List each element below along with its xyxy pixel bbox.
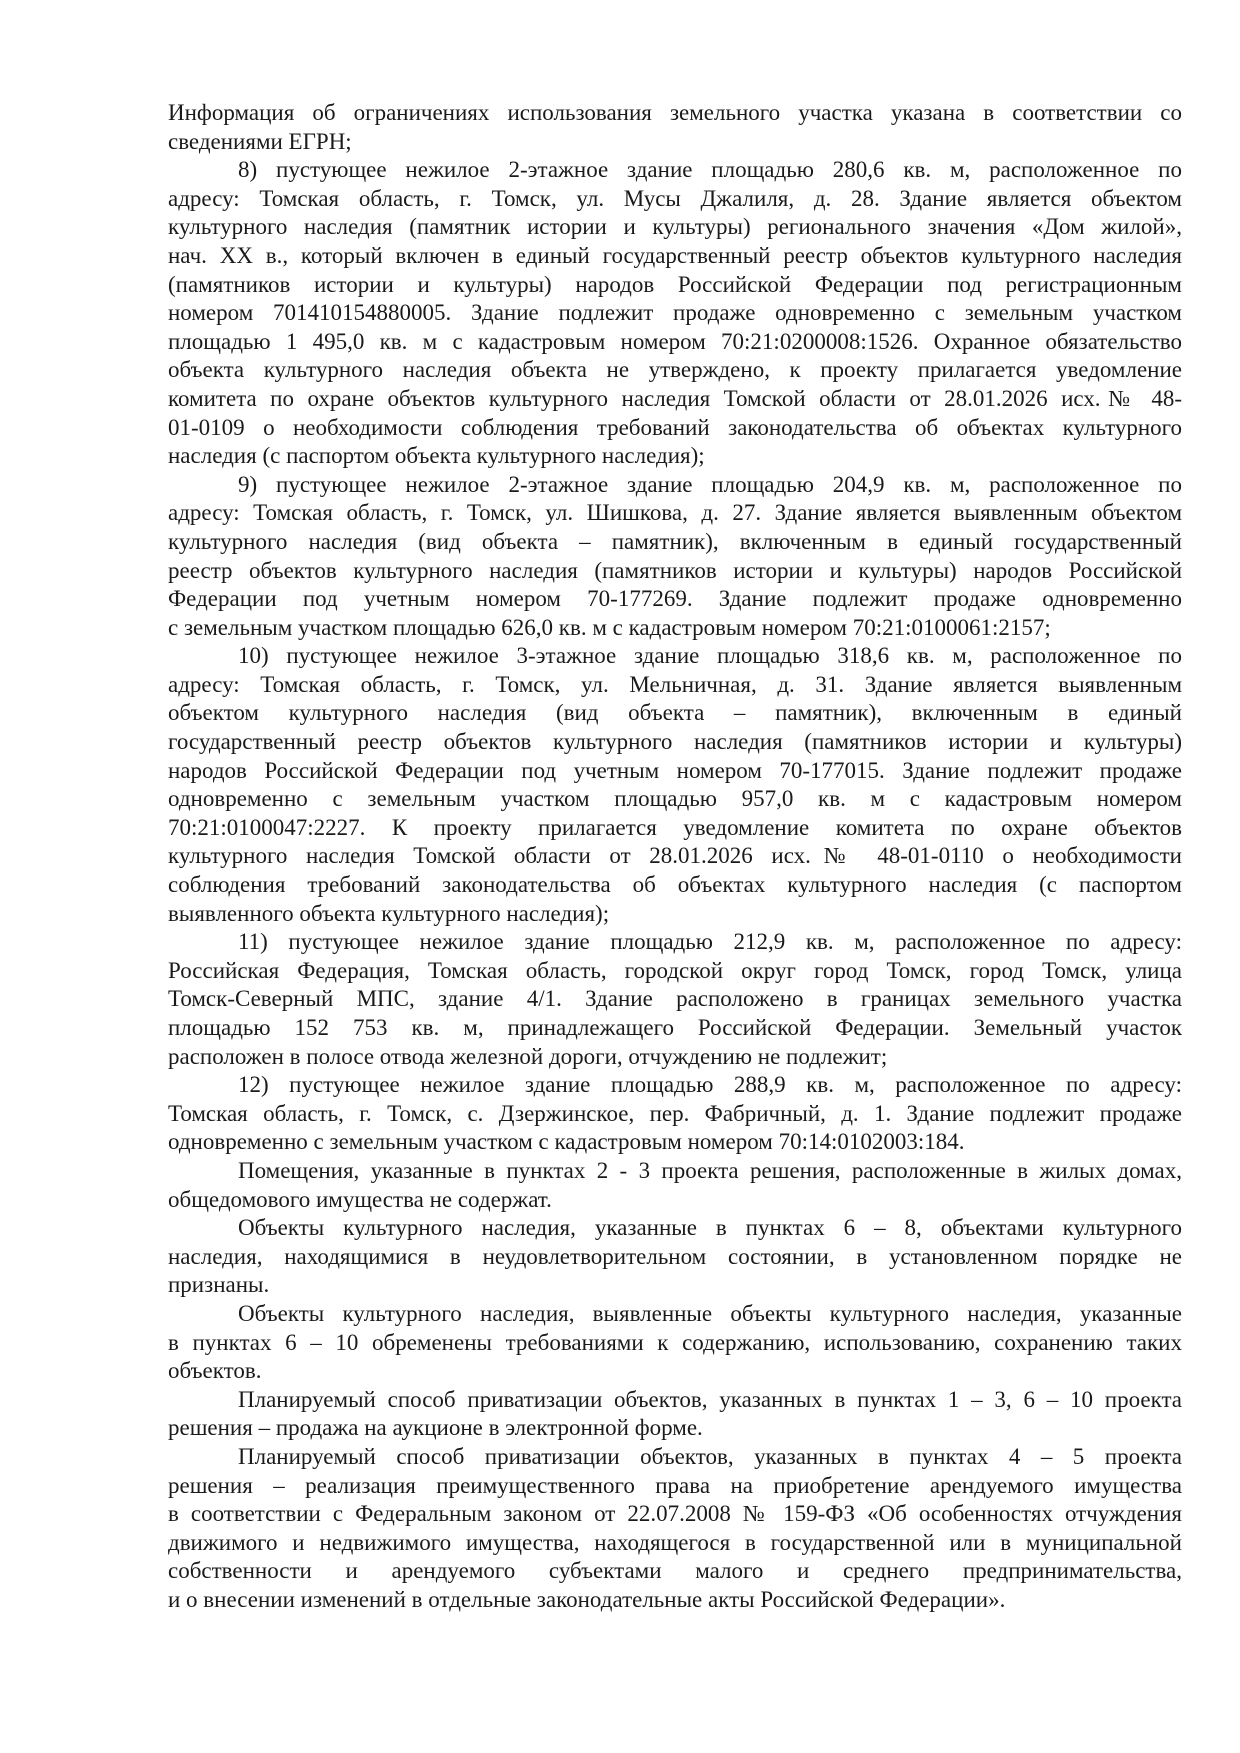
text-line: одновременно с земельным участком площадью 957,0 кв. м с кадастровым номером [168, 786, 1182, 812]
text-line: Томск-Северный МПС, здание 4/1. Здание расположено в границах земельного участка [168, 986, 1182, 1012]
text-line: сведениями ЕГРН; [168, 128, 352, 154]
text-line: Планируемый способ приватизации объектов, указанных в пунктах 4 – 5 проекта [238, 1443, 1182, 1469]
text-line: Информация об ограничениях использования земельного участка указана в соответствии со [168, 100, 1182, 125]
paragraph [168, 1071, 1182, 1157]
text-line: одновременно с земельным участком с кадастровым номером 70:14:0102003:184. [168, 1129, 965, 1155]
text-line: выявленного объекта культурного наследия); [168, 900, 610, 926]
paragraph [168, 1443, 1182, 1615]
text-line: признаны. [168, 1272, 270, 1298]
paragraph [168, 156, 1182, 471]
text-line: объекта культурного наследия объекта не утверждено, к проекту прилагается уведомление [168, 357, 1182, 383]
paragraph [168, 1386, 1182, 1443]
text-line: с земельным участком площадью 626,0 кв. м с кадастровым номером 70:21:0100061:2157; [168, 614, 1051, 640]
text-line: Томская область, г. Томск, с. Дзержинское, пер. Фабричный, д. 1. Здание подлежит продаже [168, 1100, 1182, 1126]
text-line: площадью 152 753 кв. м, принадлежащего Российской Федерации. Земельный участок [168, 1015, 1182, 1040]
text-line: объектом культурного наследия (вид объекта – памятник), включенным в единый [168, 700, 1182, 726]
text-line: номером 701410154880005. Здание подлежит продаже одновременно с земельным участком [168, 300, 1182, 326]
text-line: народов Российской Федерации под учетным номером 70-177015. Здание подлежит продаже [168, 757, 1182, 783]
text-line: 9) пустующее нежилое 2-этажное здание площадью 204,9 кв. м, расположенное по [238, 471, 1182, 497]
text-line: Объекты культурного наследия, указанные в пунктах 6 – 8, объектами культурного [238, 1215, 1182, 1241]
text-line: адресу: Томская область, г. Томск, ул. Шишкова, д. 27. Здание является выявленным объектом [168, 500, 1182, 526]
text-line: нач. XX в., который включен в единый государственный реестр объектов культурного наследия [168, 242, 1182, 268]
text-line: соблюдения требований законодательства об объектах культурного наследия (с паспортом [168, 872, 1182, 898]
text-line: комитета по охране объектов культурного наследия Томской области от 28.01.2026 исх.№ 48- [168, 385, 1182, 411]
text-line: расположен в полосе отвода железной дороги, отчуждению не подлежит; [168, 1043, 888, 1069]
text-line: адресу: Томская область, г. Томск, ул. Мусы Джалиля, д. 28. Здание является объектом [168, 185, 1182, 211]
text-line: Федерации под учетным номером 70-177269. Здание подлежит продаже одновременно [168, 586, 1182, 612]
text-line: и о внесении изменений в отдельные законодательные акты Российской Федерации». [168, 1586, 1006, 1612]
text-line: собственности и арендуемого субъектами малого и среднего предпринимательства, [168, 1558, 1182, 1584]
text-line: культурного наследия (вид объекта – памятник), включенным в единый государственный [168, 528, 1182, 554]
text-line: наследия (с паспортом объекта культурного наследия); [168, 443, 705, 469]
paragraph [168, 1214, 1182, 1300]
paragraph [168, 1300, 1182, 1386]
text-line: в соответствии с Федеральным законом от 22.07.2008 № 159-ФЗ «Об особенностях отчуждения [168, 1501, 1182, 1527]
text-line: 12) пустующее нежилое здание площадью 288,9 кв. м, расположенное по адресу: [238, 1072, 1182, 1098]
text-line: 70:21:0100047:2227. К проекту прилагается уведомление комитета по охране объектов [168, 814, 1182, 840]
text-line: адресу: Томская область, г. Томск, ул. Мельничная, д. 31. Здание является выявленным [168, 671, 1182, 697]
text-line: государственный реестр объектов культурного наследия (памятников истории и культуры) [168, 729, 1182, 755]
paragraph [168, 642, 1182, 928]
text-line: культурного наследия Томской области от 28.01.2026 исх.№ 48-01-0110 о необходимости [168, 843, 1182, 869]
text-line: Российская Федерация, Томская область, городской округ город Томск, город Томск, улица [168, 957, 1182, 983]
text-line: Помещения, указанные в пунктах 2 - 3 проекта решения, расположенные в жилых домах, [238, 1157, 1182, 1183]
paragraph [168, 928, 1182, 1071]
paragraph [168, 99, 1182, 156]
text-line: реестр объектов культурного наследия (памятников истории и культуры) народов Российской [168, 557, 1182, 583]
text-line: (памятников истории и культуры) народов Российской Федерации под регистрационным [168, 271, 1182, 297]
document-page [168, 99, 1182, 1614]
text-line: наследия, находящимися в неудовлетворительном состоянии, в установленном порядке не [168, 1243, 1182, 1269]
text-line: площадью 1 495,0 кв. м с кадастровым номером 70:21:0200008:1526. Охранное обязательство [168, 328, 1182, 354]
text-line: Объекты культурного наследия, выявленные объекты культурного наследия, указанные [238, 1300, 1182, 1326]
text-line: решения – продажа на аукционе в электронной форме. [168, 1415, 703, 1441]
text-line: общедомового имущества не содержат. [168, 1186, 552, 1212]
text-line: Планируемый способ приватизации объектов, указанных в пунктах 1 – 3, 6 – 10 проекта [238, 1386, 1182, 1412]
paragraph [168, 1157, 1182, 1214]
text-line: культурного наследия (памятник истории и культуры) регионального значения «Дом жилой», [168, 214, 1182, 240]
text-line: решения – реализация преимущественного права на приобретение арендуемого имущества [168, 1472, 1182, 1498]
text-line: движимого и недвижимого имущества, находящегося в государственной или в муниципальной [168, 1529, 1182, 1555]
text-line: объектов. [168, 1358, 262, 1384]
text-line: 01-0109 о необходимости соблюдения требований законодательства об объектах культурного [168, 414, 1182, 440]
text-line: в пунктах 6 – 10 обременены требованиями к содержанию, использованию, сохранению таких [168, 1329, 1182, 1355]
paragraph [168, 471, 1182, 643]
text-line: 8) пустующее нежилое 2-этажное здание площадью 280,6 кв. м, расположенное по [238, 157, 1182, 183]
text-line: 10) пустующее нежилое 3-этажное здание площадью 318,6 кв. м, расположенное по [238, 643, 1182, 669]
text-line: 11) пустующее нежилое здание площадью 212,9 кв. м, расположенное по адресу: [238, 929, 1182, 955]
